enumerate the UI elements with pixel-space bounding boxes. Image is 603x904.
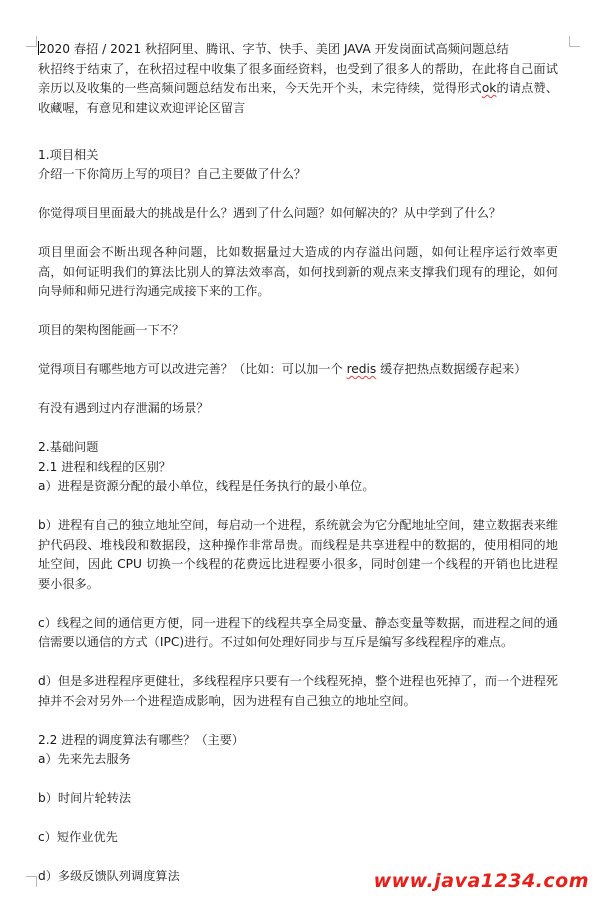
section-heading: 1.项目相关 [38, 147, 99, 162]
margin-corner-mark [569, 36, 580, 47]
question-line: 觉得项目有哪些地方可以改进完善？（比如：可以加一个 redis 缓存把热点数据缓存起来） [38, 362, 527, 376]
intro-paragraph: 秋招终于结束了，在秋招过程中收集了很多面经资料，也受到了很多人的帮助，在此将自己面试亲历以及收集的一些高频问题总结发布出来，今天先开个头，未完待续，觉得形式ok的请点赞、收藏喔，有意见和建议欢迎评论区留言 [38, 61, 559, 115]
document-title: 2020 春招 / 2021 秋招阿里、腾讯、字节、快手、美团 JAVA 开发岗面试高频问题总结 [39, 42, 509, 56]
question-line: 介绍一下你简历上写的项目？自己主要做了什么？ [38, 167, 307, 181]
answer-line: a）先来先去服务 [38, 752, 131, 766]
answer-paragraph: d）但是多进程程序更健壮，多线程程序只要有一个线程死掉，整个进程也死掉了，而一个进程死掉并不会对另外一个进程造成影响，因为进程有自己独立的地址空间。 [38, 674, 558, 708]
answer-line: d）多级反馈队列调度算法 [38, 869, 180, 883]
question-line: 你觉得项目里面最大的挑战是什么？遇到了什么问题？如何解决的？从中学到了什么？ [38, 206, 502, 220]
subsection-heading: 2.2 进程的调度算法有哪些？（主要） [38, 732, 245, 747]
answer-line: a）进程是资源分配的最小单位，线程是任务执行的最小单位。 [38, 479, 375, 493]
answer-line: b）时间片轮转法 [38, 791, 132, 805]
answer-paragraph: 项目里面会不断出现各种问题，比如数据量过大造成的内存溢出问题，如何让程序运行效率更高，如何证明我们的算法比别人的算法效率高，如何找到新的观点来支撑我们现有的理论，如何向导师和师兄进行沟通完成接下来的工作。 [38, 245, 558, 298]
site-watermark: www.java1234.com [373, 870, 589, 892]
section-heading: 2.基础问题 [38, 440, 99, 454]
margin-corner-mark [26, 876, 37, 887]
question-line: 项目的架构图能画一下不？ [38, 323, 185, 337]
spellcheck-word: ok [481, 81, 497, 95]
answer-paragraph: b）进程有自己的独立地址空间，每启动一个进程，系统就会为它分配地址空间，建立数据表来维护代码段、堆栈段和数据段，这种操作非常昂贵。而线程是共享进程中的数据的，使用相同的地址空间，因此 CPU 切换一个线程的花费远比进程要小很多，同时创建一个线程的开销也比进程要小很多。 [38, 518, 558, 591]
spellcheck-word: redis [346, 362, 377, 376]
answer-line: c）短作业优先 [38, 830, 118, 844]
question-line: 有没有遇到过内存泄漏的场景？ [38, 401, 209, 415]
answer-paragraph: c）线程之间的通信更方便，同一进程下的线程共享全局变量、静态变量等数据，而进程之间的通信需要以通信的方式（IPC)进行。不过如何处理好同步与互斥是编写多线程程序的难点。 [38, 615, 558, 649]
document-body[interactable] [38, 40, 558, 887]
margin-corner-mark [26, 36, 37, 47]
subsection-heading: 2.1 进程和线程的区别？ [38, 459, 171, 474]
